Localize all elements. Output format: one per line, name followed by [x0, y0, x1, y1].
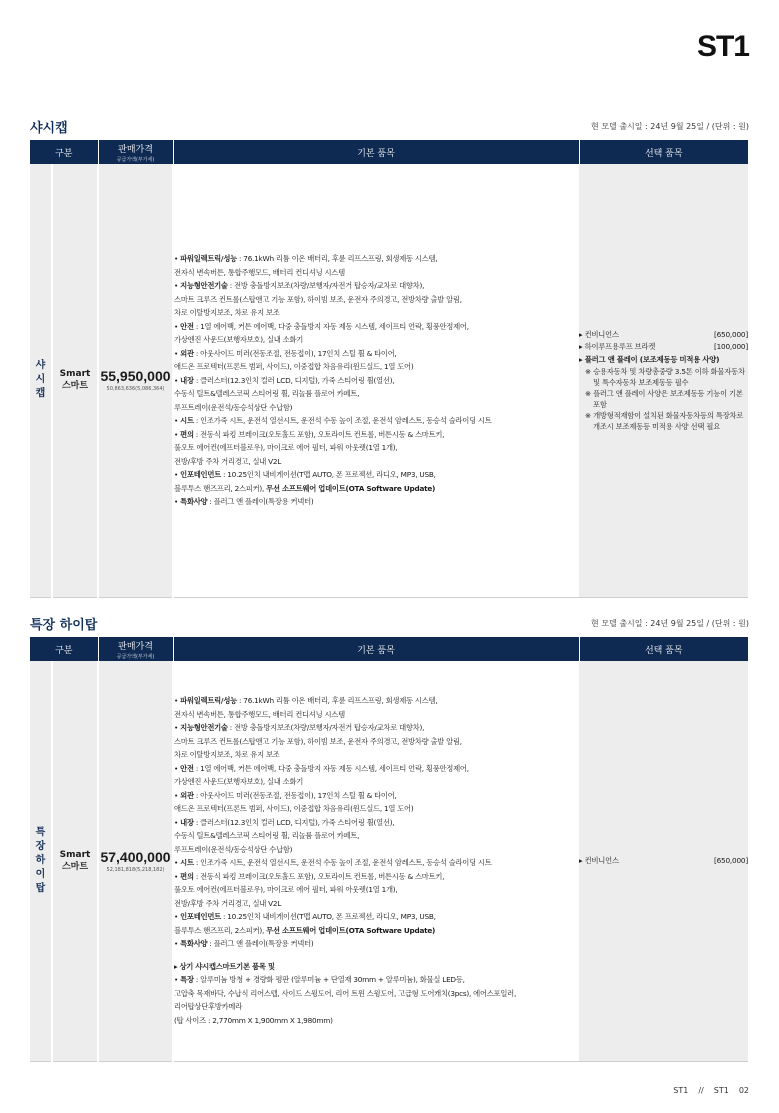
feature-item: • 파워일렉트릭/성능 : 76.1kWh 리튬 이온 배터리, 후륜 리프스프링, 회생제동 시스템,	[174, 694, 579, 708]
feature-item: 고압축 목재바닥, 수납식 리어스텝, 사이드 스윙도어, 리어 트윈 스윙도어, 고급형 도어캐치(3pcs), 에어스포일러,	[174, 988, 517, 998]
feature-item: • 편의 : 전동식 파킹 브레이크(오토홀드 포함), 오토라이트 컨트롤, 버튼시동 & 스마트키,	[174, 428, 579, 442]
feature-item: 전방/후방 주차 거리경고, 실내 V2L	[174, 456, 282, 466]
feature-item: 루프트레이(운전석/동승석상단 수납함)	[174, 402, 293, 412]
feature-item: 풀오토 에어컨(에프터블로우), 마이크로 에어 필터, 파워 아웃렛(1열 1개),	[174, 885, 398, 895]
feature-item: ▸ 상기 샤시캡스마트기본 품목 및	[174, 960, 579, 974]
header-price: 판매가격 공급가액(부가세)	[98, 140, 173, 164]
page-footer: ST1 // ST1 02	[673, 1086, 749, 1095]
header-option-items: 선택 품목	[579, 140, 748, 164]
header-category: 구분	[30, 637, 98, 661]
header-category: 구분	[30, 140, 98, 164]
brand-logo: ST1	[696, 30, 749, 63]
option-items-list	[579, 329, 748, 433]
feature-item: 애드온 프로텍터(프론트 범퍼, 사이드), 이중접합 차음유리(윈드실드, 1열 도어)	[174, 804, 414, 814]
feature-item: 가상엔진 사운드(보행자보호), 실내 소화기	[174, 335, 304, 344]
feature-item: • 특화사양 : 플러그 앤 플레이(특장용 커넥터)	[174, 937, 579, 951]
feature-item: • 특화사양 : 플러그 앤 플레이(특장용 커넥터)	[174, 495, 579, 509]
feature-item: 애드온 프로텍터(프론트 범퍼, 사이드), 이중접합 차음유리(윈드실드, 1열 도어)	[174, 362, 414, 371]
feature-item: 리어탑상단후방카메라	[174, 1002, 243, 1012]
feature-item: • 지능형안전기술 : 전방 충돌방지보조(차량/보행자/자전거 탑승자/교차로 대향차),	[174, 279, 579, 293]
section-title-high-top: 특장 하이탑	[30, 618, 98, 633]
feature-item: • 시트 : 인조가죽 시트, 운전석 열선시트, 운전석 수동 높이 조절, 운전석 암레스트, 동승석 슬라이딩 시트	[174, 856, 579, 870]
feature-item: 전자식 변속버튼, 통합주행모드, 배터리 컨디셔닝 시스템	[174, 267, 345, 277]
price-cell: 57,400,000 52,181,818(5,218,182)	[98, 661, 173, 1061]
price-cell: 55,950,000 50,863,636(5,086,364)	[98, 164, 173, 597]
feature-item: (탑 사이즈 : 2,770mm X 1,900mm X 1,980mm)	[174, 1015, 333, 1025]
release-note: 현 모델 출시일 : 24년 9월 25일 / (단위 : 원)	[591, 122, 749, 131]
option-items-list	[579, 855, 748, 868]
option-note: ※ 승용자동차 및 차량총중량 3.5톤 이하 화물자동차 및 특수자동차 보조제동등 필수	[579, 366, 748, 388]
feature-item: • 파워일렉트릭/성능 : 76.1kWh 리튬 이온 배터리, 후륜 리프스프링, 회생제동 시스템,	[174, 252, 579, 266]
category-cell: 샤 시 캡	[30, 164, 52, 597]
feature-item: 풀오토 에어컨(에프터블로우), 마이크로 에어 필터, 파워 아웃렛(1열 1개),	[174, 443, 398, 452]
feature-item: 스마트 크루즈 컨트롤(스탑앤고 기능 포함), 하이빔 보조, 운전자 주의경고, 전방차량 출발 알림,	[174, 736, 462, 746]
base-items-cell	[173, 164, 579, 597]
feature-item: • 시트 : 인조가죽 시트, 운전석 열선시트, 운전석 수동 높이 조절, 운전석 암레스트, 동승석 슬라이딩 시트	[174, 414, 579, 428]
option-note: ※ 플러그 앤 플레이 사양은 보조제동등 기능이 기본 포함	[579, 388, 748, 410]
release-note: 현 모델 출시일 : 24년 9월 25일 / (단위 : 원)	[591, 619, 749, 628]
category-cell: 특 장 하 이 탑	[30, 661, 52, 1061]
feature-item: 수동식 틸트&텔레스코픽 스티어링 휠, 리놀륨 플로어 카페트,	[174, 389, 360, 398]
feature-item	[174, 951, 579, 960]
feature-item: • 안전 : 1열 에어백, 커튼 에어백, 다중 충돌방지 자동 제동 시스템, 세이프티 언락, 횡풍안정제어,	[174, 320, 579, 334]
feature-item: • 인포테인먼트 : 10.25인치 내비게이션(T맵 AUTO, 폰 프로젝션, 라디오, MP3, USB,	[174, 468, 579, 482]
feature-item: • 외관 : 아웃사이드 미러(전동조절, 전동접이), 17인치 스틸 휠 & 타이어,	[174, 789, 579, 803]
base-items-list	[174, 694, 579, 1027]
option-item: ▸ 컨비니언스 [650,000]	[579, 329, 748, 342]
feature-item: 블루투스 핸즈프리, 2스피커), 무선 소프트웨어 업데이트(OTA Software Update)	[174, 925, 436, 935]
trim-cell: Smart 스마트	[52, 164, 98, 597]
feature-item: 스마트 크루즈 컨트롤(스탑앤고 기능 포함), 하이빔 보조, 운전자 주의경고, 전방차량 출발 알림,	[174, 294, 462, 304]
feature-item: 가상엔진 사운드(보행자보호), 실내 소화기	[174, 777, 304, 787]
header-base-items: 기본 품목	[173, 140, 579, 164]
feature-item: • 내장 : 클러스터(12.3인치 컬러 LCD, 디지털), 가죽 스티어링 휠(열선),	[174, 816, 579, 830]
feature-item: 차로 이탈방지보조, 차로 유지 보조	[174, 308, 280, 317]
feature-item: • 편의 : 전동식 파킹 브레이크(오토홀드 포함), 오토라이트 컨트롤, 버튼시동 & 스마트키,	[174, 870, 579, 884]
option-item: ▸ 하이루프용루프 브라켓 [100,000]	[579, 341, 748, 354]
feature-item: • 안전 : 1열 에어백, 커튼 에어백, 다중 충돌방지 자동 제동 시스템, 세이프티 언락, 횡풍안정제어,	[174, 762, 579, 776]
header-base-items: 기본 품목	[173, 637, 579, 661]
option-note: ※ 개방형적재함이 설치된 화물자동차등의 특장차로 개조시 보조제동등 미적용 사양 선택 필요	[579, 410, 748, 432]
feature-item: 전자식 변속버튼, 통합주행모드, 배터리 컨디셔닝 시스템	[174, 709, 345, 719]
feature-item: 블루투스 핸즈프리, 2스피커), 무선 소프트웨어 업데이트(OTA Software Update)	[174, 483, 436, 493]
option-items-cell	[579, 164, 748, 597]
section-title-chassis-cab: 샤시캡	[30, 121, 68, 136]
trim-cell: Smart 스마트	[52, 661, 98, 1061]
feature-item: 차로 이탈방지보조, 차로 유지 보조	[174, 750, 280, 760]
feature-item: • 특장 : 알루미늄 방청 + 경량화 평판 (알루미늄 + 단열재 30mm + 알루미늄), 화물실 LED등,	[174, 973, 579, 987]
feature-item: 루프트레이(운전석/동승석상단 수납함)	[174, 844, 293, 854]
feature-item: • 내장 : 클러스터(12.3인치 컬러 LCD, 디지털), 가죽 스티어링 휠(열선),	[174, 374, 579, 388]
feature-item: • 외관 : 아웃사이드 미러(전동조절, 전동접이), 17인치 스틸 휠 & 타이어,	[174, 347, 579, 361]
base-items-list	[174, 252, 579, 509]
base-items-cell	[173, 661, 579, 1061]
spec-table-high-top	[30, 637, 748, 1062]
option-items-cell	[579, 661, 748, 1061]
header-price: 판매가격 공급가액(부가세)	[98, 637, 173, 661]
feature-item: 수동식 틸트&텔레스코픽 스티어링 휠, 리놀륨 플로어 카페트,	[174, 831, 360, 841]
feature-item: 전방/후방 주차 거리경고, 실내 V2L	[174, 898, 282, 908]
option-item: ▸ 컨비니언스 [650,000]	[579, 855, 748, 868]
header-option-items: 선택 품목	[579, 637, 748, 661]
option-item: ▸ 플러그 앤 플레이 (보조제동등 미적용 사양)	[579, 354, 748, 367]
spec-table-chassis-cab	[30, 140, 748, 598]
feature-item: • 인포테인먼트 : 10.25인치 내비게이션(T맵 AUTO, 폰 프로젝션, 라디오, MP3, USB,	[174, 910, 579, 924]
feature-item: • 지능형안전기술 : 전방 충돌방지보조(차량/보행자/자전거 탑승자/교차로 대향차),	[174, 721, 579, 735]
